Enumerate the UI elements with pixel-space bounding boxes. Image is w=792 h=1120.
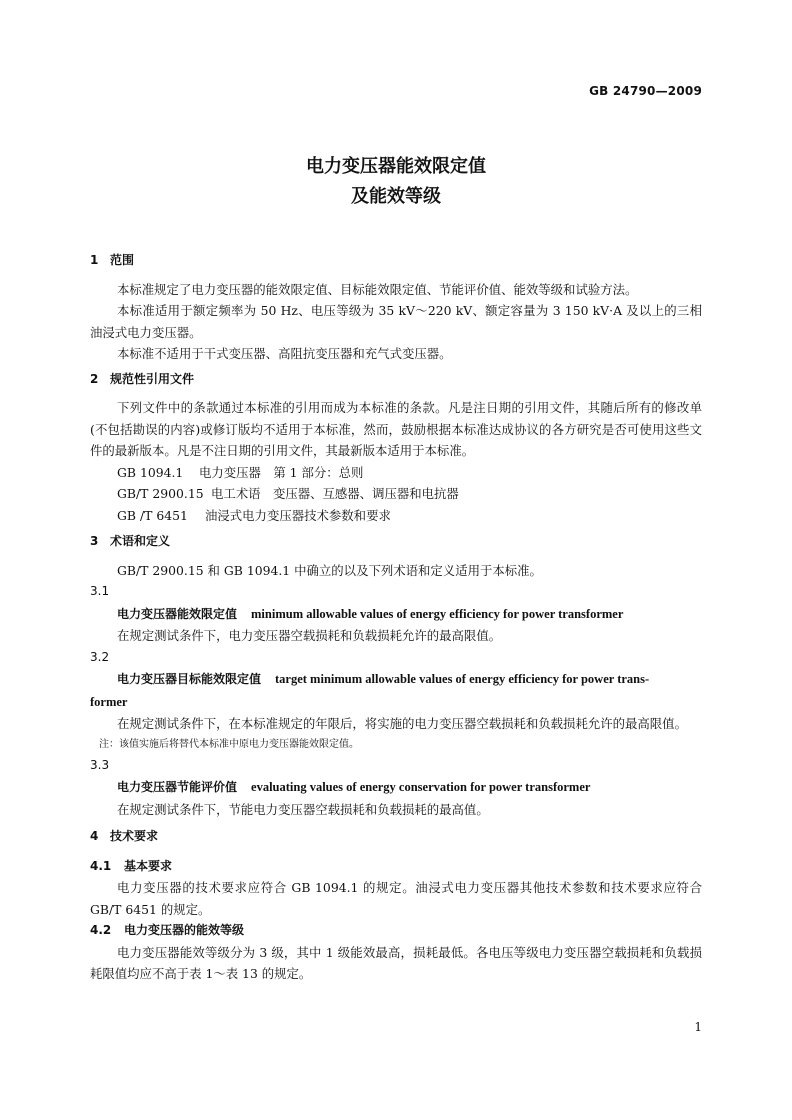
reference-code: GB/T 2900.15 <box>117 486 204 501</box>
term-number: 3.2 <box>90 649 110 664</box>
section-heading-4 <box>90 826 702 848</box>
section-number: 4 <box>90 829 99 843</box>
paragraph: 电力变压器的技术要求应符合 GB 1094.1 的规定。油浸式电力变压器其他技术参数和技术要求应符合 GB/T 6451 的规定。 <box>90 880 702 917</box>
term-number: 3.1 <box>90 584 110 598</box>
document-title: 电力变压器能效限定值 <box>306 156 486 177</box>
reference-item <box>90 483 702 505</box>
reference-code: GB /T 6451 <box>117 507 188 523</box>
term-entry <box>90 776 702 799</box>
paragraph: 本标准适用于额定频率为 50 Hz、电压等级为 35 kV～220 kV、额定容量为 3 150 kV·A 及以上的三相油浸式电力变压器。 <box>90 303 702 340</box>
term-number: 3.3 <box>90 757 110 772</box>
subsection-number: 4.2 <box>90 923 112 937</box>
term-cn: 电力变压器目标能效限定值 <box>117 672 262 686</box>
subsection-title: 基本要求 <box>124 858 173 873</box>
term-en-cont: former <box>90 694 128 709</box>
document-subtitle: 及能效等级 <box>351 186 441 207</box>
section-heading-2 <box>90 369 702 391</box>
section-title: 技术要求 <box>110 829 159 843</box>
paragraph: 电力变压器能效等级分为 3 级，其中 1 级能效最高，损耗最低。各电压等级电力变压器空载损耗和负载损耗限值均应不高于表 1～表 13 的规定。 <box>90 944 702 981</box>
reference-code: GB 1094.1 <box>117 464 184 480</box>
paragraph: GB/T 2900.15 和 GB 1094.1 中确立的以及下列术语和定义适用于本标准。 <box>117 562 542 578</box>
section-number: 1 <box>90 253 99 267</box>
subsection-heading <box>90 856 702 878</box>
term-entry <box>90 668 702 691</box>
paragraph: 本标准不适用于干式变压器、高阻抗变压器和充气式变压器。 <box>117 346 452 361</box>
term-en: minimum allowable values of energy efficiency for power transformer <box>251 606 624 621</box>
reference-item <box>90 505 702 527</box>
subsection-number: 4.1 <box>90 858 112 873</box>
term-definition: 在规定测试条件下，电力变压器空载损耗和负载损耗允许的最高限值。 <box>117 628 502 643</box>
page-number: 1 <box>694 1020 702 1034</box>
section-heading-3 <box>90 531 702 553</box>
section-title: 规范性引用文件 <box>110 371 195 386</box>
note: 注：该值实施后将替代本标准中原电力变压器能效限定值。 <box>99 738 359 750</box>
standard-number: GB 24790—2009 <box>589 84 702 98</box>
term-definition: 在规定测试条件下，在本标准规定的年限后，将实施的电力变压器空载损耗和负载损耗允许的最高限值。 <box>117 716 687 731</box>
section-heading-1 <box>90 250 702 272</box>
term-cn: 电力变压器节能评价值 <box>117 780 238 794</box>
term-en: evaluating values of energy conservation for power transformer <box>251 780 591 794</box>
term-en: target minimum allowable values of energy efficiency for power trans- <box>275 672 650 686</box>
document-body <box>90 250 702 985</box>
term-en-continued <box>90 691 702 714</box>
section-title: 术语和定义 <box>110 534 171 548</box>
reference-title: 油浸式电力变压器技术参数和要求 <box>205 507 391 523</box>
term-cn: 电力变压器能效限定值 <box>117 606 238 621</box>
subsection-title: 电力变压器的能效等级 <box>124 923 245 937</box>
section-number: 2 <box>90 371 99 386</box>
reference-item <box>90 462 702 484</box>
paragraph: 本标准规定了电力变压器的能效限定值、目标能效限定值、节能评价值、能效等级和试验方法。 <box>117 281 638 297</box>
section-title: 范围 <box>110 253 135 267</box>
paragraph: 下列文件中的条款通过本标准的引用而成为本标准的条款。凡是注日期的引用文件，其随后所有的修改单(不包括勘误的内容)或修订版均不适用于本标准，然而，鼓励根据本标准达成协议的各方研究是否可使用这些文件的最新版本。凡是不注日期的引用文件，其最新版本适用于本标准。 <box>90 400 702 458</box>
term-entry <box>90 603 702 626</box>
section-number: 3 <box>90 534 99 548</box>
subsection-heading <box>90 920 702 942</box>
reference-title: 电工术语 变压器、互感器、调压器和电抗器 <box>211 486 459 501</box>
term-definition: 在规定测试条件下，节能电力变压器空载损耗和负载损耗的最高值。 <box>117 801 489 817</box>
reference-title: 电力变压器 第 1 部分：总则 <box>199 464 364 480</box>
